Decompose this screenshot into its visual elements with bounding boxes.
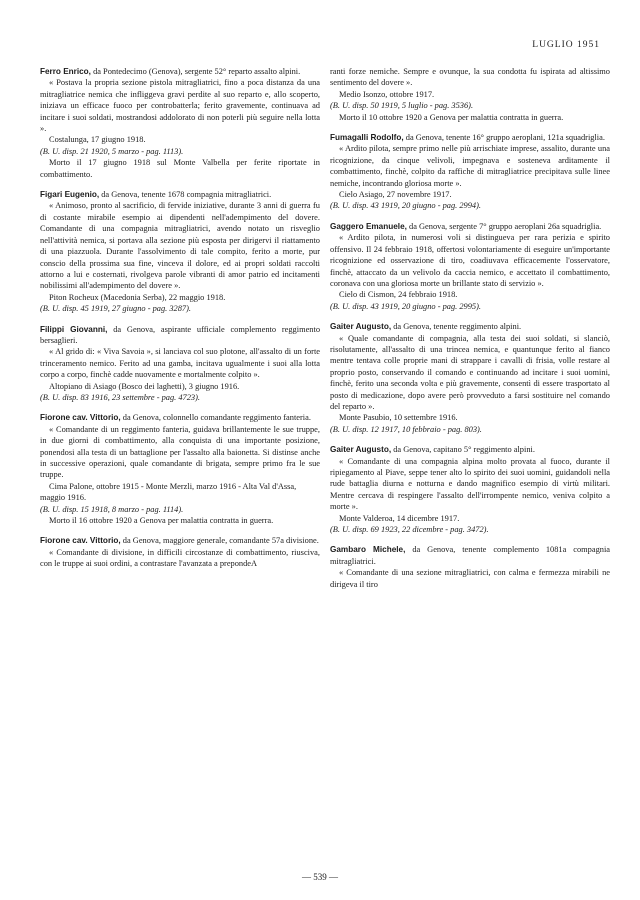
person-name: Ferro Enrico, [40, 67, 91, 76]
person-name: Figari Eugenio, [40, 190, 100, 200]
person-details: da Genova, aspirante ufficiale complemento reggimento bersaglieri. [40, 324, 321, 345]
person-name: Fumagalli Rodolfo, [330, 133, 404, 143]
right-column [330, 66, 610, 599]
citation-place-date: Monte Valderoa, 14 dicembre 1917. [339, 513, 460, 523]
person-details: da Genova, tenente 1678 compagnia mitragliatrici. [101, 190, 272, 200]
citation-place-date: Cima Palone, ottobre 1915 - Monte Merzli, marzo 1916 - Alta Val d'Assa, maggio 1916. [40, 481, 297, 503]
person-name: Gaggero Emanuele, [330, 221, 407, 231]
bulletin-reference: (B. U. disp. 12 1917, 10 febbraio - pag. 803). [330, 424, 482, 434]
citation-entry [40, 66, 320, 180]
citation-place-date: Cielo di Cismon, 24 febbraio 1918. [339, 290, 458, 300]
bulletin-reference: (B. U. disp. 83 1916, 23 settembre - pag. 4723). [40, 392, 200, 402]
bulletin-reference: (B. U. disp. 43 1919, 20 giugno - pag. 2994). [330, 201, 481, 211]
person-details: da Genova, sergente 7° gruppo aeroplani 26a squadriglia. [409, 221, 602, 231]
citation-text: « Animoso, pronto al sacrificio, di fervide iniziative, durante 3 anni di guerra fu di costante mirabile esempio ai dipendenti nell'adempimento del dovere. Comandante di una compagnia mitragliatrici, avendo notato un risveglio nell'attività nemica, si portava alla sezione più esposta per dirigervi il riattamento di una piazzuola. Durante l'assolvimento di tale compito, ferito a morte, pur conscio della prossima sua fine, vinceva il dolore, ed ai propri soldati raccolti attorno a lui e costernati, rivolgeva parole vibranti di amor patrio ed incitamenti nobilissimi all'adempimento del dovere ». [40, 201, 320, 291]
citation-text: « Quale comandante di compagnia, alla testa dei suoi soldati, si slanciò, risolutamente, all'assalto di una trincea nemica, e quantunque ferito al fianco mentre tentava colle proprie mani di strappare i cavalli di frisia, volle restare al proprio posto, conservando il comando e continuando ad incitare i suoi uomini, finchè, ferito una seconda volta e più gravemente, consentì di essere trasportato al posto di medicazione, dopo avere però provveduto a farsi sostituire nel comando del reparto ». [330, 333, 610, 411]
death-note: Morto il 10 ottobre 1920 a Genova per malattia contratta in guerra. [339, 112, 564, 122]
bulletin-reference: (B. U. disp. 21 1920, 5 marzo - pag. 1113). [40, 146, 184, 156]
person-name: Gaiter Augusto, [330, 445, 392, 455]
citation-entry [330, 544, 610, 590]
citation-text: « Ardito pilota, in numerosi voli si distingueva per rara perizia e spirito offensivo. Il 24 febbraio 1918, offertosi volontariamente di eseguire un'importante ricognizione ed osservazione di tiro, coadiuvava efficacemente l'osservatore, finchè, attaccato da un velivolo da caccia nemico, e accettato il combattimento, coronava con una gloriosa morte un brillante stato di servizio ». [330, 233, 610, 288]
person-name: Fiorone cav. Vittorio, [40, 413, 121, 423]
citation-text: « Ardito pilota, sempre primo nelle più arrischiate imprese, assalito, durante una ricognizione, da cinque velivoli, impegnava e sosteneva arditamente il combattimento, finchè, colpito da raffiche di mitragliatrice precipitava sulle linee nemiche, incontrando gloriosa morte ». [330, 144, 610, 188]
citation-place-date: Piton Rocheux (Macedonia Serba), 22 maggio 1918. [49, 292, 226, 302]
citation-text: « Al grido di: « Viva Savoia », si lanciava col suo plotone, all'assalto di un forte trinceramento nemico. Ferito ad una gamba, incitava ugualmente i suoi alla lotta corpo a corpo, finchè cadde nuovamente e mortalmente colpito ». [40, 347, 320, 380]
citation-entry [330, 221, 610, 312]
citation-text: « Comandante di una sezione mitragliatrici, con calma e fermezza mirabili ne dirigeva il tiro [330, 568, 610, 589]
person-name: Filippi Giovanni, [40, 324, 108, 334]
running-title: LUGLIO 1951 [532, 40, 600, 50]
citation-entry [40, 324, 320, 404]
person-details: da Genova, tenente complemento 1081a compagnia mitragliatrici. [330, 545, 610, 566]
citation-text: « Comandante di una compagnia alpina molto provata al fuoco, durante il ripiegamento al Piave, seppe tener alto lo spirito dei suoi uomini, guidandoli nella rude battaglia diurna e notturna e dando magnifico esempio di virtù militari. Mentre cercava di respingere l'assalto dell'irrompente nemico, veniva colpito a morte ». [330, 456, 610, 512]
death-note: Morto il 17 giugno 1918 sul Monte Valbella per ferite riportate in combattimento. [40, 158, 320, 179]
person-details: da Genova, colonnello comandante reggimento fanteria. [122, 413, 311, 423]
citation-text: « Comandante di un reggimento fanteria, guidava brillantemente le sue truppe, in due giorni di combattimento, alla conquista di una importante posizione, ponendosi alla testa di un battaglione per l'assalto alla baionetta. Si distinse anche in successive operazioni, quale comandante di brigata, sempre primo fra le sue truppe. [40, 424, 320, 480]
bulletin-reference: (B. U. disp. 50 1919, 5 luglio - pag. 3536). [330, 101, 474, 111]
citation-entry [330, 321, 610, 435]
citation-place-date: Altopiano di Asiago (Bosco dei laghetti), 3 giugno 1916. [49, 381, 240, 391]
person-name: Gaiter Augusto, [330, 322, 392, 332]
citation-entry [40, 412, 320, 526]
person-name: Gambaro Michele, [330, 545, 406, 555]
citation-entry [330, 132, 610, 212]
person-details: da Genova, maggiore generale, comandante 57a divisione. [122, 536, 319, 546]
person-details: da Pontedecimo (Genova), sergente 52° reparto assalto alpini. [93, 67, 301, 76]
citation-text: « Comandante di divisione, in difficili circostanze di combattimento, riusciva, con le truppe ai suoi ordini, a contrastare l'avanzata a prepondeA [40, 547, 320, 569]
person-details: da Genova, tenente 16° gruppo aeroplani, 121a squadriglia. [405, 133, 605, 143]
citation-entry [40, 535, 320, 569]
citation-place-date: Cielo Asiago, 27 novembre 1917. [339, 190, 452, 200]
citation-continuation [330, 66, 610, 123]
bulletin-reference: (B. U. disp. 45 1919, 27 giugno - pag. 3287). [40, 304, 191, 314]
citation-text: ranti forze nemiche. Sempre e ovunque, la sua condotta fu ispirata ad altissimo sentimento del dovere ». [330, 67, 610, 88]
citation-place-date: Medio Isonzo, ottobre 1917. [339, 89, 435, 99]
page-number: — 539 — [302, 872, 338, 882]
person-details: da Genova, capitano 5° reggimento alpini. [393, 445, 535, 455]
bulletin-reference: (B. U. disp. 69 1923, 22 dicembre - pag. 3472). [330, 525, 489, 535]
bulletin-reference: (B. U. disp. 43 1919, 20 giugno - pag. 2995). [330, 301, 481, 311]
person-name: Fiorone cav. Vittorio, [40, 536, 121, 546]
death-note: Morto il 16 ottobre 1920 a Genova per malattia contratta in guerra. [49, 516, 274, 526]
citation-entry [40, 189, 320, 314]
person-details: da Genova, tenente reggimento alpini. [393, 322, 522, 332]
citation-entry [330, 444, 610, 535]
citation-place-date: Monte Pasubio, 10 settembre 1916. [339, 413, 458, 423]
citation-place-date: Costalunga, 17 giugno 1918. [49, 135, 146, 145]
citation-text: « Postava la propria sezione pistola mitragliatrici, fino a poca distanza da una mitragliatrice nemica che infliggeva gravi perdite al suo reparto e, allo scoperto, iniziava un efficace fuoco per controbatterla; ferito gravemente, continuava ad incitare i suoi soldati, mostrandosi addolorato di non poterli più seguire nella lotta ». [40, 78, 320, 134]
left-column [40, 66, 320, 579]
bulletin-reference: (B. U. disp. 15 1918, 8 marzo - pag. 1114). [40, 504, 184, 514]
